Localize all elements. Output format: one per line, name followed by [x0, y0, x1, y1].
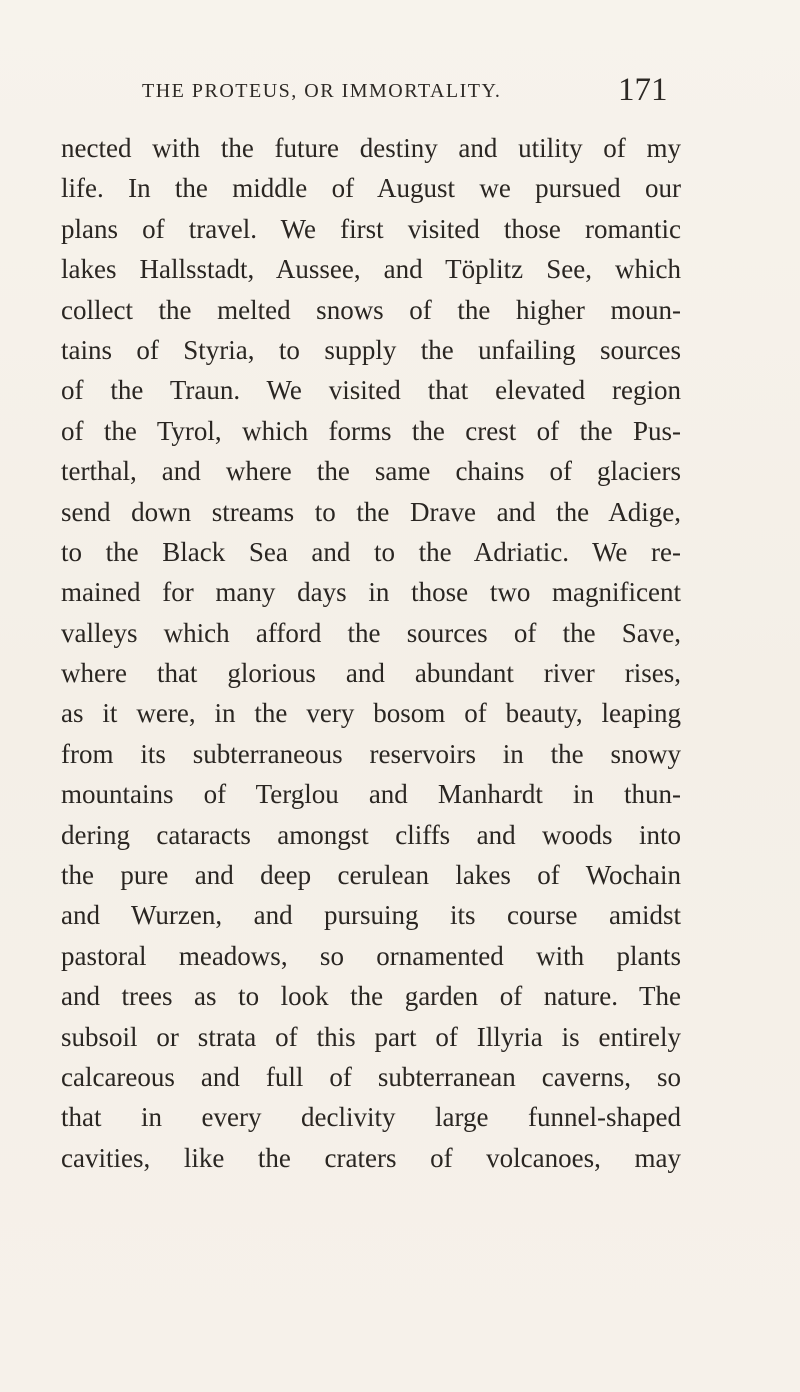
- text-line: that in every declivity large funnel-shaped: [61, 1102, 681, 1133]
- text-line: send down streams to the Drave and the Adige,: [61, 496, 681, 527]
- text-line: calcareous and full of subterranean caverns, so: [61, 1061, 681, 1092]
- text-line: nected with the future destiny and utility of my: [61, 133, 681, 163]
- text-line: tains of Styria, to supply the unfailing sources: [61, 334, 681, 365]
- text-line: from its subterraneous reservoirs in the snowy: [61, 738, 681, 769]
- text-line: valleys which afford the sources of the Save,: [61, 617, 681, 648]
- text-line: of the Tyrol, which forms the crest of the Pus-: [61, 415, 681, 446]
- text-line: plans of travel. We first visited those romantic: [61, 213, 681, 244]
- text-line: and trees as to look the garden of nature. The: [61, 981, 681, 1012]
- text-line: to the Black Sea and to the Adriatic. We re-: [61, 536, 681, 567]
- text-line: pastoral meadows, so ornamented with plants: [61, 940, 681, 971]
- text-line: dering cataracts amongst cliffs and woods into: [61, 819, 681, 850]
- text-line: cavities, like the craters of volcanoes, may: [61, 1142, 681, 1173]
- running-title: THE PROTEUS, OR IMMORTALITY.: [142, 80, 502, 102]
- text-line: collect the melted snows of the higher moun-: [61, 294, 681, 325]
- text-line: terthal, and where the same chains of glaciers: [61, 456, 681, 487]
- text-line: mained for many days in those two magnificent: [61, 577, 681, 608]
- text-line: and Wurzen, and pursuing its course amidst: [61, 900, 681, 931]
- text-line: where that glorious and abundant river rises,: [61, 658, 681, 689]
- page-number: 171: [618, 72, 668, 108]
- text-line: of the Traun. We visited that elevated region: [61, 375, 681, 406]
- text-line: life. In the middle of August we pursued our: [61, 173, 681, 204]
- text-line: mountains of Terglou and Manhardt in thun-: [61, 779, 681, 810]
- text-line: lakes Hallsstadt, Aussee, and Töplitz See, which: [61, 254, 681, 285]
- body-text: [61, 128, 681, 1178]
- text-line: subsoil or strata of this part of Illyria is entirely: [61, 1021, 681, 1052]
- text-line: as it were, in the very bosom of beauty, leaping: [61, 698, 681, 729]
- text-line: the pure and deep cerulean lakes of Wochain: [61, 860, 681, 891]
